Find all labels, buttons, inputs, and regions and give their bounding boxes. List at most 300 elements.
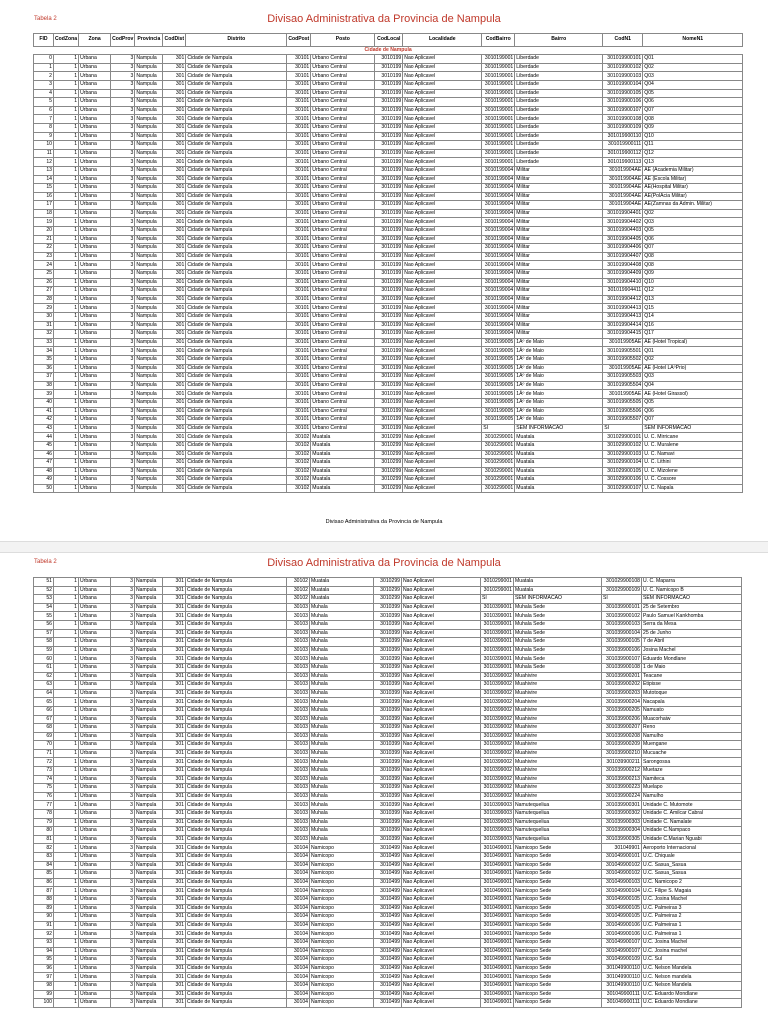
table-row bbox=[34, 484, 743, 493]
table-cell: Nao Aplicavel bbox=[403, 355, 482, 364]
table-cell: Nampula bbox=[135, 55, 163, 64]
table-cell: Nao Aplicavel bbox=[402, 655, 481, 664]
table-cell: Namicopo bbox=[310, 853, 374, 862]
table-cell: Liberdade bbox=[515, 55, 603, 64]
table-cell: 24 bbox=[34, 261, 54, 270]
table-cell: Q02 bbox=[643, 63, 743, 72]
table-cell: 3010199 bbox=[375, 209, 403, 218]
table-cell: 61 bbox=[34, 663, 54, 672]
table-cell: 301049900106 bbox=[602, 921, 642, 930]
table-cell: 3 bbox=[111, 89, 135, 98]
table-cell: Nao Aplicavel bbox=[403, 450, 482, 459]
table-cell: 1 bbox=[54, 990, 79, 999]
table-row bbox=[34, 98, 743, 107]
table-cell: 30101 bbox=[287, 287, 311, 296]
table-cell: Muatala bbox=[514, 586, 602, 595]
table-cell: 30101 bbox=[287, 218, 311, 227]
table-cell: 3010199 bbox=[375, 80, 403, 89]
table-cell: 1 bbox=[54, 398, 79, 407]
table-row bbox=[34, 784, 742, 793]
table-cell: 30103 bbox=[287, 818, 310, 827]
table-cell: 3010199005 bbox=[482, 373, 515, 382]
table-cell: Urbana bbox=[79, 775, 111, 784]
table-cell: 1 bbox=[54, 166, 79, 175]
table-cell: Urbana bbox=[79, 818, 111, 827]
table-cell: Nao Aplicavel bbox=[403, 407, 482, 416]
table-cell: 30103 bbox=[287, 732, 310, 741]
table-cell: 301019905507 bbox=[603, 416, 643, 425]
table-cell: 3 bbox=[111, 295, 135, 304]
table-cell: 1 bbox=[54, 638, 79, 647]
table-cell: Militar bbox=[515, 261, 603, 270]
table-cell: Nampula bbox=[135, 947, 163, 956]
table-cell: 301039900201 bbox=[602, 672, 642, 681]
table-cell: 3010499 bbox=[374, 887, 402, 896]
table-cell: 1 bbox=[54, 158, 79, 167]
table-cell: Nao Aplicavel bbox=[402, 578, 481, 587]
table-cell: 3010199 bbox=[375, 244, 403, 253]
table-cell: Cidade de Nampula bbox=[186, 612, 287, 621]
table-cell: 92 bbox=[34, 930, 54, 939]
table-cell: 3 bbox=[111, 467, 135, 476]
table-cell: 3010399 bbox=[374, 835, 402, 844]
table-cell: 27 bbox=[34, 287, 54, 296]
table-cell: 3 bbox=[111, 578, 135, 587]
table-cell: Nampula bbox=[135, 775, 163, 784]
table-cell: Muhala bbox=[310, 638, 374, 647]
table-cell: 3010399 bbox=[374, 655, 402, 664]
table-cell: Cidade de Nampula bbox=[186, 235, 287, 244]
table-cell: Nampula bbox=[135, 398, 163, 407]
table-cell: 30104 bbox=[287, 878, 310, 887]
table-cell: Nampula bbox=[135, 767, 163, 776]
table-row bbox=[34, 278, 743, 287]
table-cell: 301029900108 bbox=[602, 578, 642, 587]
table-cell: 1 bbox=[54, 801, 79, 810]
table-cell: Cidade de Nampula bbox=[186, 913, 287, 922]
table-cell: Militar bbox=[515, 270, 603, 279]
table-cell: 3 bbox=[111, 484, 135, 493]
table-cell: 3010399002 bbox=[481, 706, 514, 715]
table-cell: 97 bbox=[34, 973, 54, 982]
table-cell: Urbano Central bbox=[311, 261, 375, 270]
table-cell: Namicopo Sede bbox=[514, 938, 602, 947]
table-cell: Urbano Central bbox=[311, 115, 375, 124]
table-cell: 30104 bbox=[287, 956, 310, 965]
table-cell: Nampula bbox=[135, 192, 163, 201]
table-cell: Militar bbox=[515, 192, 603, 201]
table-cell: 301 bbox=[163, 123, 186, 132]
table-cell: Nao Aplicavel bbox=[402, 818, 481, 827]
table-cell: 301029900103 bbox=[603, 450, 643, 459]
table-cell: 1 bbox=[54, 698, 79, 707]
table-cell: 3010199004 bbox=[482, 321, 515, 330]
table-cell: 30101 bbox=[287, 416, 311, 425]
table-cell: Urbana bbox=[79, 381, 111, 390]
table-cell: Muatala bbox=[515, 450, 603, 459]
table-row bbox=[34, 218, 743, 227]
table-cell: 30104 bbox=[287, 990, 310, 999]
table-cell: 3010499001 bbox=[481, 887, 514, 896]
table-cell: Nampula bbox=[135, 476, 163, 485]
table-cell: 91 bbox=[34, 921, 54, 930]
table-cell: 301 bbox=[163, 792, 186, 801]
table-cell: 3010399 bbox=[374, 741, 402, 750]
table-cell: 3010199 bbox=[375, 424, 403, 433]
table-cell: 301019900106 bbox=[603, 98, 643, 107]
table-cell: 3010199 bbox=[375, 295, 403, 304]
table-row bbox=[34, 878, 742, 887]
table-cell: Cidade de Nampula bbox=[186, 827, 287, 836]
table-row bbox=[34, 620, 742, 629]
table-cell: 30104 bbox=[287, 844, 310, 853]
table-cell: 3010199 bbox=[375, 201, 403, 210]
table-cell: 3 bbox=[111, 373, 135, 382]
table-cell: 30103 bbox=[287, 629, 310, 638]
column-header: Posto bbox=[311, 34, 375, 47]
table-cell: 301 bbox=[163, 947, 186, 956]
table-cell: Namicopo bbox=[310, 870, 374, 879]
table-cell: 3010399001 bbox=[481, 638, 514, 647]
table-cell: Serra da Mesa bbox=[642, 620, 742, 629]
table-cell: Urbana bbox=[79, 72, 111, 81]
table-cell: 301019904413 bbox=[603, 304, 643, 313]
table-cell: Nampula bbox=[135, 63, 163, 72]
table-cell: 301039900211 bbox=[602, 758, 642, 767]
table-cell: 3010199 bbox=[375, 364, 403, 373]
table-cell: Urbana bbox=[79, 801, 111, 810]
table-cell: 3 bbox=[111, 758, 135, 767]
table-cell: 1 bbox=[54, 141, 79, 150]
table-cell: 30102 bbox=[287, 586, 310, 595]
table-cell: 3010199001 bbox=[482, 63, 515, 72]
table-cell: 30101 bbox=[287, 72, 311, 81]
table-cell: 45 bbox=[34, 441, 54, 450]
table-cell: AE (Academia Militar) bbox=[643, 166, 743, 175]
column-header: CodDist bbox=[163, 34, 186, 47]
table-cell: 301049900107 bbox=[602, 938, 642, 947]
table-cell: Urbana bbox=[79, 887, 111, 896]
table-cell: 301 bbox=[163, 175, 186, 184]
table-cell: 3 bbox=[111, 184, 135, 193]
table-cell: Muhala bbox=[310, 655, 374, 664]
table-cell: 3010199 bbox=[375, 398, 403, 407]
table-cell: 301019900110 bbox=[603, 132, 643, 141]
table-cell: 3 bbox=[111, 810, 135, 819]
column-header: CodLocal bbox=[375, 34, 403, 47]
table-cell: Muhala Sede bbox=[514, 620, 602, 629]
table-cell: Nampula bbox=[135, 381, 163, 390]
table-cell: 3 bbox=[111, 166, 135, 175]
table-cell: Nampula bbox=[135, 895, 163, 904]
table-cell: Liberdade bbox=[515, 132, 603, 141]
table-cell: 3010499001 bbox=[481, 947, 514, 956]
table-cell: 1 bbox=[54, 715, 79, 724]
table-cell: 3010399 bbox=[374, 715, 402, 724]
column-header: Zona bbox=[79, 34, 111, 47]
table-cell: 301049900105 bbox=[602, 895, 642, 904]
table-cell: Nao Aplicavel bbox=[403, 313, 482, 322]
table-cell: Nampula bbox=[135, 698, 163, 707]
table-cell: 1 bbox=[54, 278, 79, 287]
table-cell: Urbana bbox=[79, 252, 111, 261]
table-cell: Q06 bbox=[643, 407, 743, 416]
table-cell: Nampula bbox=[135, 638, 163, 647]
table-cell: 30104 bbox=[287, 981, 310, 990]
table-cell: Cidade de Nampula bbox=[186, 201, 287, 210]
table-cell: Muahivire bbox=[514, 741, 602, 750]
table-cell: Urbano Central bbox=[311, 355, 375, 364]
table-cell: Nampula bbox=[135, 741, 163, 750]
table-cell: Namicopo Sede bbox=[514, 973, 602, 982]
table-cell: 3010399 bbox=[374, 681, 402, 690]
table-cell: 1 bbox=[54, 313, 79, 322]
table-cell: 3010499001 bbox=[481, 930, 514, 939]
table-row bbox=[34, 904, 742, 913]
table-cell: 3010299001 bbox=[482, 459, 515, 468]
table-cell: Urbano Central bbox=[311, 192, 375, 201]
table-cell: Cidade de Nampula bbox=[186, 313, 287, 322]
table-cell: 33 bbox=[34, 338, 54, 347]
table-cell: 3010499 bbox=[374, 921, 402, 930]
table-cell: 79 bbox=[34, 818, 54, 827]
table-cell: 3010199001 bbox=[482, 123, 515, 132]
table-cell: Muhala Sede bbox=[514, 629, 602, 638]
table-cell: Nao Aplicavel bbox=[403, 416, 482, 425]
table-cell: Urbano Central bbox=[311, 72, 375, 81]
table-cell: Q06 bbox=[643, 98, 743, 107]
table-cell: Muahivire bbox=[514, 672, 602, 681]
table-cell: 3010299001 bbox=[482, 467, 515, 476]
table-row bbox=[34, 141, 743, 150]
table-cell: Cidade de Nampula bbox=[186, 149, 287, 158]
table-row bbox=[34, 355, 743, 364]
table-cell: 30103 bbox=[287, 672, 310, 681]
table-cell: Nampula bbox=[135, 810, 163, 819]
table-cell: Namicopo bbox=[310, 913, 374, 922]
table-cell: 301 bbox=[163, 407, 186, 416]
table-cell: Urbano Central bbox=[311, 304, 375, 313]
table-cell: 39 bbox=[34, 390, 54, 399]
table-cell: 3010499001 bbox=[481, 964, 514, 973]
table-cell: 3010399 bbox=[374, 784, 402, 793]
table-cell: 301049900104 bbox=[602, 887, 642, 896]
table-cell: Cidade de Nampula bbox=[186, 89, 287, 98]
table-row bbox=[34, 407, 743, 416]
table-cell: Nampula bbox=[135, 424, 163, 433]
table-cell: Nampula bbox=[135, 835, 163, 844]
table-cell: 301 bbox=[163, 347, 186, 356]
table-cell: 3010399002 bbox=[481, 775, 514, 784]
table-cell: Cidade de Nampula bbox=[186, 973, 287, 982]
table-cell: 3010399 bbox=[374, 706, 402, 715]
table-cell: Militar bbox=[515, 227, 603, 236]
table-header-row bbox=[34, 34, 743, 47]
table-cell: Urbana bbox=[79, 330, 111, 339]
table-row bbox=[34, 123, 743, 132]
table-cell: 1 bbox=[54, 904, 79, 913]
table-cell: 1 bbox=[54, 947, 79, 956]
table-cell: 301039900302 bbox=[602, 810, 642, 819]
table-cell: 3010199005 bbox=[482, 398, 515, 407]
table-cell: Nampula bbox=[135, 244, 163, 253]
table-cell: Muhala bbox=[310, 689, 374, 698]
table-cell: 301 bbox=[163, 784, 186, 793]
table-cell: 30101 bbox=[287, 313, 311, 322]
table-cell: 30101 bbox=[287, 244, 311, 253]
table-cell: Aeroporto Internacional bbox=[642, 844, 742, 853]
table-cell: Q15 bbox=[643, 304, 743, 313]
table-cell: Cidade de Nampula bbox=[186, 398, 287, 407]
table-cell: 3010199 bbox=[375, 72, 403, 81]
table-row bbox=[34, 990, 742, 999]
table-cell: Nampula bbox=[135, 586, 163, 595]
table-row bbox=[34, 132, 743, 141]
table-cell: Militar bbox=[515, 201, 603, 210]
table-cell: 3010499 bbox=[374, 904, 402, 913]
table-cell: 3010399 bbox=[374, 801, 402, 810]
table-cell: Nampula bbox=[135, 689, 163, 698]
table-cell: Cidade de Nampula bbox=[186, 921, 287, 930]
table-cell: 3010499 bbox=[374, 947, 402, 956]
table-cell: Liberdade bbox=[515, 98, 603, 107]
table-cell: Namicopo Sede bbox=[514, 853, 602, 862]
table-cell: 301039900213 bbox=[602, 775, 642, 784]
table-cell: Urbana bbox=[79, 209, 111, 218]
table-cell: 98 bbox=[34, 981, 54, 990]
table-cell: 3 bbox=[111, 981, 135, 990]
table-cell: 301 bbox=[163, 184, 186, 193]
table-row bbox=[34, 55, 743, 64]
table-cell: Nampula bbox=[135, 270, 163, 279]
table-cell: Urbana bbox=[79, 629, 111, 638]
table-cell: Nao Aplicavel bbox=[402, 724, 481, 733]
table-cell: Muhala bbox=[310, 681, 374, 690]
table-cell: 301 bbox=[163, 681, 186, 690]
table-cell: Muhala bbox=[310, 663, 374, 672]
table-cell: 3010199001 bbox=[482, 149, 515, 158]
table-cell: 30101 bbox=[287, 149, 311, 158]
table-cell: 301039900105 bbox=[602, 638, 642, 647]
table-cell: 30104 bbox=[287, 930, 310, 939]
table-cell: Nampula bbox=[135, 295, 163, 304]
table-cell: Nao Aplicavel bbox=[402, 981, 481, 990]
table-cell: 3 bbox=[111, 270, 135, 279]
table-cell: Nao Aplicavel bbox=[403, 390, 482, 399]
table-cell: 3010199 bbox=[375, 304, 403, 313]
table-cell: Nampula bbox=[135, 612, 163, 621]
table-cell: Urbana bbox=[79, 141, 111, 150]
table-cell: 30101 bbox=[287, 364, 311, 373]
table-cell: Q14 bbox=[643, 313, 743, 322]
column-header: CodPost bbox=[287, 34, 311, 47]
table-cell: 30101 bbox=[287, 158, 311, 167]
table-cell: Namicopo Sede bbox=[514, 981, 602, 990]
table-cell: Cidade de Nampula bbox=[186, 252, 287, 261]
table-cell: Cidade de Nampula bbox=[186, 724, 287, 733]
table-cell: 46 bbox=[34, 450, 54, 459]
table-cell: Nampula bbox=[135, 390, 163, 399]
table-cell: 3010199 bbox=[375, 330, 403, 339]
table-cell: 99 bbox=[34, 990, 54, 999]
column-header: CodBairro bbox=[482, 34, 515, 47]
table-cell: Urbana bbox=[79, 175, 111, 184]
table-cell: Namutequeliua bbox=[514, 827, 602, 836]
table-cell: Nampula bbox=[135, 758, 163, 767]
table-cell: Urbana bbox=[79, 450, 111, 459]
table-row bbox=[34, 313, 743, 322]
table-cell: Nao Aplicavel bbox=[403, 295, 482, 304]
table-cell: Urbana bbox=[79, 433, 111, 442]
table-cell: 87 bbox=[34, 887, 54, 896]
table-cell: Cidade de Nampula bbox=[186, 715, 287, 724]
table-cell: 3010199 bbox=[375, 98, 403, 107]
table-cell: 301019904414 bbox=[603, 321, 643, 330]
table-cell: 301019904405 bbox=[603, 235, 643, 244]
table-cell: 30103 bbox=[287, 758, 310, 767]
table-cell: Urbano Central bbox=[311, 252, 375, 261]
table-cell: 1Âº de Maio bbox=[515, 416, 603, 425]
table-cell: Q01 bbox=[643, 55, 743, 64]
table-cell: 3 bbox=[111, 364, 135, 373]
table-cell: 54 bbox=[34, 603, 54, 612]
table-cell: 30101 bbox=[287, 106, 311, 115]
table-cell: Nampula bbox=[135, 973, 163, 982]
table-cell: Militar bbox=[515, 166, 603, 175]
table-cell: 3010299 bbox=[374, 595, 402, 604]
table-cell: 3 bbox=[111, 895, 135, 904]
table-cell: 3010199005 bbox=[482, 364, 515, 373]
table-cell: 301 bbox=[163, 887, 186, 896]
table-cell: 1 bbox=[54, 732, 79, 741]
table-cell: Liberdade bbox=[515, 149, 603, 158]
table-cell: Muahivire bbox=[514, 758, 602, 767]
table-cell: 301019904413 bbox=[603, 313, 643, 322]
table-cell: Urbano Central bbox=[311, 158, 375, 167]
table-cell: 3010399002 bbox=[481, 767, 514, 776]
table-cell: 3010199001 bbox=[482, 115, 515, 124]
table-row bbox=[34, 244, 743, 253]
table-cell: 56 bbox=[34, 620, 54, 629]
table-cell: 32 bbox=[34, 330, 54, 339]
table-cell: Cidade de Nampula bbox=[186, 930, 287, 939]
table-cell: 21 bbox=[34, 235, 54, 244]
table-cell: 301019904AE bbox=[603, 184, 643, 193]
table-cell: 3 bbox=[111, 853, 135, 862]
table-cell: 3010199005 bbox=[482, 338, 515, 347]
table-cell: 1 bbox=[54, 913, 79, 922]
table-cell: 3 bbox=[111, 870, 135, 879]
table-cell: Muatala bbox=[515, 484, 603, 493]
table-cell: Urbano Central bbox=[311, 80, 375, 89]
table-cell: Nao Aplicavel bbox=[403, 476, 482, 485]
table-cell: 3010399002 bbox=[481, 741, 514, 750]
table-cell: 1Âº de Maio bbox=[515, 347, 603, 356]
table-row bbox=[34, 424, 743, 433]
table-cell: Nao Aplicavel bbox=[402, 689, 481, 698]
table-cell: Nampula bbox=[135, 407, 163, 416]
table-cell: Nampula bbox=[135, 106, 163, 115]
table-cell: 3010199004 bbox=[482, 166, 515, 175]
table-cell: Muahivire bbox=[514, 767, 602, 776]
table-cell: Nampula bbox=[135, 338, 163, 347]
table-cell: 3010199004 bbox=[482, 192, 515, 201]
table-cell: Nao Aplicavel bbox=[402, 620, 481, 629]
table-cell: Muhala bbox=[310, 792, 374, 801]
table-cell: 9 bbox=[34, 132, 54, 141]
table-cell: U.C. Nelson Mandela bbox=[642, 981, 742, 990]
table-cell: U.C. Josina machel bbox=[642, 947, 742, 956]
